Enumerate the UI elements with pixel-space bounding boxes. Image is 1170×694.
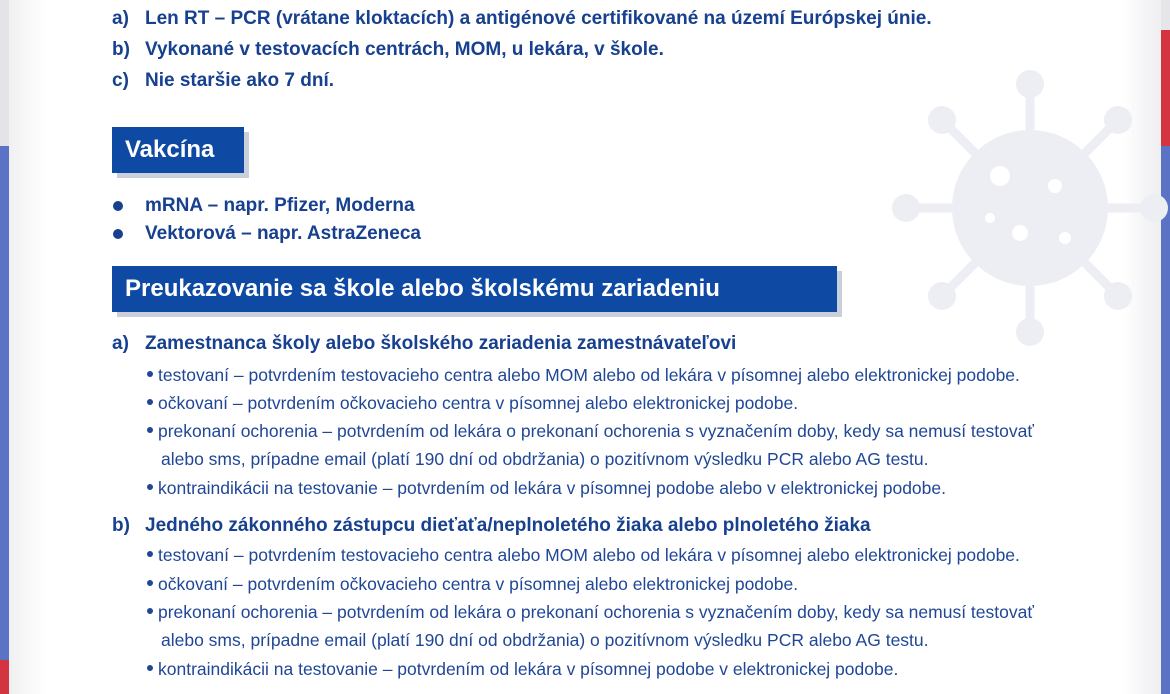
- list-item-text: kontraindikácii na testovanie – potvrdením od lekára v písomnej podobe v elektronickej podobe.: [158, 659, 899, 679]
- preukazovanie-heading: Preukazovanie sa škole alebo školskému zariadeniu: [112, 266, 837, 312]
- bullet-icon: [147, 665, 153, 671]
- list-marker: b): [112, 39, 130, 60]
- list-item-text: kontraindikácii na testovanie – potvrdením od lekára v písomnej podobe alebo v elektronickej podobe.: [158, 478, 946, 498]
- list-item: [147, 421, 1034, 442]
- list-item: [147, 365, 1020, 386]
- bullet-icon: [147, 484, 153, 490]
- list-item-text: testovaní – potvrdením testovacieho centra alebo MOM alebo od lekára v písomnej alebo elektronickej podobe.: [158, 365, 1020, 385]
- list-marker: a): [112, 333, 129, 354]
- list-item: [147, 393, 798, 414]
- list-item-text: prekonaní ochorenia – potvrdením od lekára o prekonaní ochorenia s vyznačením doby, kedy sa nemusí testovať: [158, 421, 1034, 441]
- list-marker: a): [112, 8, 129, 29]
- list-item-text: očkovaní – potvrdením očkovacieho centra v písomnej alebo elektronickej podobe.: [158, 574, 799, 594]
- vaccine-item: Vektorová – napr. AstraZeneca: [145, 223, 421, 244]
- list-item: [147, 545, 1020, 566]
- bullet-icon: [147, 608, 153, 614]
- vaccine-item: mRNA – napr. Pfizer, Moderna: [145, 195, 415, 216]
- certificate-item: [112, 8, 932, 30]
- bullet-icon: [147, 371, 153, 377]
- bullet-icon: [147, 551, 153, 557]
- list-marker: c): [112, 70, 129, 91]
- list-item: [147, 574, 798, 595]
- group-title: Jedného zákonného zástupcu dieťaťa/neplnoletého žiaka alebo plnoletého žiaka: [145, 515, 871, 536]
- certificate-item: [112, 70, 335, 92]
- certificate-text: Vykonané v testovacích centrách, MOM, u lekára, v škole.: [145, 39, 664, 60]
- list-item: [147, 478, 946, 499]
- list-item-text: testovaní – potvrdením testovacieho centra alebo MOM alebo od lekára v písomnej alebo elektronickej podobe.: [158, 545, 1020, 565]
- bullet-icon: [147, 580, 153, 586]
- list-marker: b): [112, 515, 130, 536]
- list-item-continuation: alebo sms, prípadne email (platí 190 dní od obdržania) o pozitívnom výsledku PCR alebo AG testu.: [161, 449, 929, 469]
- group-b-title-row: [112, 515, 871, 537]
- group-title: Zamestnanca školy alebo školského zariadenia zamestnávateľovi: [145, 333, 737, 354]
- group-a-title-row: [112, 333, 737, 355]
- certificate-item: [112, 39, 664, 61]
- bullet-icon: [147, 399, 153, 405]
- list-item: [147, 659, 898, 680]
- bullet-icon: [147, 427, 153, 433]
- list-item: [147, 602, 1034, 623]
- certificate-text: Len RT – PCR (vrátane kloktacích) a antigénové certifikované na území Európskej únie.: [145, 8, 932, 29]
- list-item-text: očkovaní – potvrdením očkovacieho centra v písomnej alebo elektronickej podobe.: [158, 393, 799, 413]
- vakcina-heading: Vakcína: [112, 127, 244, 173]
- certificate-text: Nie staršie ako 7 dní.: [145, 70, 335, 91]
- list-item-continuation: alebo sms, prípadne email (platí 190 dní od obdržania) o pozitívnom výsledku PCR alebo AG testu.: [161, 630, 929, 650]
- bullet-icon: [113, 229, 123, 239]
- bullet-icon: [113, 201, 123, 211]
- list-item-text: prekonaní ochorenia – potvrdením od lekára o prekonaní ochorenia s vyznačením doby, kedy sa nemusí testovať: [158, 602, 1034, 622]
